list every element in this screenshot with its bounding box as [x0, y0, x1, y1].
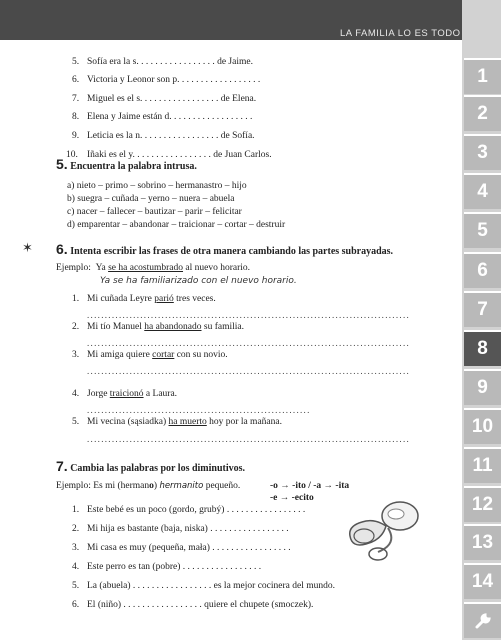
sentence-item: Jorge traicionó a Laura. [87, 389, 178, 399]
fill-in-item[interactable]: Este bebé es un poco (gordo, grubý) . . . . . . . . . . . . . . . . . [87, 505, 306, 515]
item-number: 5. [72, 417, 80, 427]
tab-chapter-13[interactable]: 13 [464, 524, 501, 560]
sentence-item: Mi cuñada Leyre parió tres veces. [87, 294, 216, 304]
fill-in-item[interactable]: Este perro es tan (pobre) . . . . . . . . . . . . . . . . . [87, 562, 262, 572]
tab-chapter-9[interactable]: 9 [464, 369, 501, 405]
item-number: 10. [66, 150, 78, 160]
star-icon: ✶ [22, 240, 33, 255]
item-number: 6. [72, 600, 80, 610]
fill-in-item[interactable]: La (abuela) . . . . . . . . . . . . . . . . . es la mejor cocinera del mundo. [87, 581, 335, 591]
answer-line[interactable]: ........................................................................................... [87, 338, 411, 348]
item-number: 3. [72, 350, 80, 360]
tab-chapter-6[interactable]: 6 [464, 252, 501, 288]
item-number: 8. [72, 112, 80, 122]
item-number: 5. [72, 581, 80, 591]
word-list-item: a) nieto – primo – sobrino – hermanastro – hijo [67, 181, 247, 191]
section-6-example: Ejemplo: Ya se ha acostumbrado al nuevo horario. [56, 263, 251, 273]
chapter-title: LA FAMILIA LO ES TODO [340, 28, 461, 39]
item-number: 4. [72, 389, 80, 399]
tab-chapter-12[interactable]: 12 [464, 486, 501, 522]
fill-in-item[interactable]: Miguel es el s. . . . . . . . . . . . . . . . . de Elena. [87, 94, 257, 104]
answer-line[interactable]: ........................................................................................... [87, 310, 411, 320]
diminutive-rule-2: -e → -ecito [270, 493, 314, 503]
tab-chapter-5[interactable]: 5 [464, 212, 501, 248]
sentence-item: Mi tío Manuel ha abandonado su familia. [87, 322, 244, 332]
section-6-example-answer: Ya se ha familiarizado con el nuevo horario. [100, 276, 297, 286]
fill-in-item[interactable]: Leticia es la n. . . . . . . . . . . . . . . . . de Sofía. [87, 131, 255, 141]
tab-chapter-2[interactable]: 2 [464, 95, 501, 131]
item-number: 2. [72, 322, 80, 332]
answer-line[interactable]: ........................................................................................... [87, 366, 411, 376]
tab-chapter-7[interactable]: 7 [464, 291, 501, 327]
fill-in-item[interactable]: Iñaki es el y. . . . . . . . . . . . . . . . . de Juan Carlos. [87, 150, 272, 160]
tab-chapter-10[interactable]: 10 [464, 408, 501, 444]
tab-chapter-1[interactable]: 1 [464, 58, 501, 94]
item-number: 3. [72, 543, 80, 553]
item-number: 1. [72, 505, 80, 515]
wrench-icon[interactable] [464, 602, 501, 638]
tab-chapter-11[interactable]: 11 [464, 447, 501, 483]
item-number: 4. [72, 562, 80, 572]
word-list-item: d) emparentar – abandonar – traicionar – cortar – destruir [67, 220, 286, 230]
answer-line[interactable]: ........................................................................................... [87, 434, 411, 444]
word-list-item: b) suegra – cuñada – yerno – nuera – abuela [67, 194, 235, 204]
tab-chapter-3[interactable]: 3 [464, 134, 501, 170]
section-7-title: 7. Cambia las palabras por los diminutivos. [56, 458, 246, 474]
section-7-example: Ejemplo: Es mi (hermano) hermanito pequeño. [56, 481, 241, 491]
answer-line[interactable]: ............................................................... [87, 405, 311, 415]
fill-in-item[interactable]: Sofía era la s. . . . . . . . . . . . . . . . . de Jaime. [87, 57, 253, 67]
tab-chapter-14[interactable]: 14 [464, 563, 501, 599]
tab-chapter-8[interactable]: 8 [464, 330, 501, 366]
word-list-item: c) nacer – fallecer – bautizar – parir – felicitar [67, 207, 242, 217]
fill-in-item[interactable]: Elena y Jaime están d. . . . . . . . . . . . . . . . . . [87, 112, 253, 122]
sentence-item: Mi amiga quiere cortar con su novio. [87, 350, 228, 360]
item-number: 1. [72, 294, 80, 304]
section-5-title: 5. Encuentra la palabra intrusa. [56, 156, 197, 172]
tab-chapter-4[interactable]: 4 [464, 173, 501, 209]
item-number: 9. [72, 131, 80, 141]
item-number: 2. [72, 524, 80, 534]
diminutive-rule-1: -o → -ito / -a → -ita [270, 481, 350, 491]
item-number: 5. [72, 57, 80, 67]
item-number: 6. [72, 75, 80, 85]
fill-in-item[interactable]: Victoria y Leonor son p. . . . . . . . . . . . . . . . . . [87, 75, 261, 85]
item-number: 7. [72, 94, 80, 104]
section-6-title: 6. Intenta escribir las frases de otra manera cambiando las partes subrayadas. [56, 241, 394, 257]
fill-in-item[interactable]: El (niño) . . . . . . . . . . . . . . . . . quiere el chupete (smoczek). [87, 600, 314, 610]
sentence-item: Mi vecina (sąsiadka) ha muerto hoy por la mañana. [87, 417, 282, 427]
fill-in-item[interactable]: Mi casa es muy (pequeña, mała) . . . . . . . . . . . . . . . . . [87, 543, 291, 553]
fill-in-item[interactable]: Mi hija es bastante (baja, niska) . . . . . . . . . . . . . . . . . [87, 524, 289, 534]
pacifier-icon [338, 492, 428, 566]
